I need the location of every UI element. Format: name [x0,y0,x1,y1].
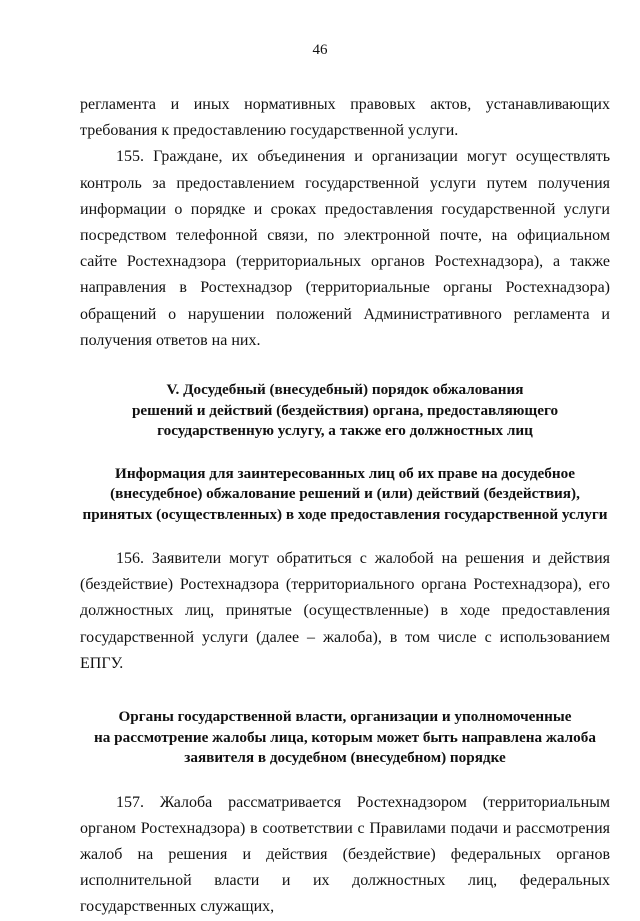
heading-line: заявителя в досудебном (внесудебном) порядке [184,749,506,767]
heading-line: Органы государственной власти, организации и уполномоченные [118,708,572,726]
organs-heading [80,707,610,769]
heading-line: решений и действий (бездействия) органа, предоставляющего [131,401,559,419]
heading-line: (внесудебное) обжалование решений и (или) действий (бездействия), [110,485,580,503]
heading-line: на рассмотрение жалобы лица, которым может быть направлена жалоба [94,728,596,746]
heading-line: государственную услугу, а также его должностных лиц [157,422,533,440]
paragraph-155: 155. Граждане, их объединения и организации могут осуществлять контроль за предоставлением государственной услуги путем получения информации о порядке и сроках предоставления государственной услуги посредством телефонной связи, по электронной почте, на официальном сайте Ростехнадзора (территориальных органов Ростехнадзора), а также направления в Ростехнадзор (территориальные органы Ростехнадзора) обращений о нарушении положений Административного регламента и получения ответов на них. [80,148,610,349]
paragraph-continuation: регламента и иных нормативных правовых актов, устанавливающих требования к предоставлению государственной услуги. [80,96,610,140]
info-heading [80,464,610,526]
heading-line: Информация для заинтересованных лиц об их праве на досудебное [115,464,575,482]
page-number: 46 [312,42,328,58]
paragraph-157: 157. Жалоба рассматривается Ростехнадзором (территориальным органом Ростехнадзора) в соответствии с Правилами подачи и рассмотрения жалоб на решения и действия (бездействие) федеральных органов исполнительной власти и их должностных лиц, федеральных государственных служащих, [80,793,610,916]
page-content [80,92,610,921]
paragraph-156: 156. Заявители могут обратиться с жалобой на решения и действия (бездействие) Ростехнадзора (территориального органа Ростехнадзора), его должностных лиц, принятые (осуществленные) в ходе предоставления государственной услуги (далее – жалоба), в том числе с использованием ЕПГУ. [80,550,610,672]
section-v-heading [80,380,610,442]
heading-line: принятых (осуществленных) в ходе предоставления государственной услуги [82,505,608,523]
heading-line: V. Досудебный (внесудебный) порядок обжалования [166,381,524,399]
